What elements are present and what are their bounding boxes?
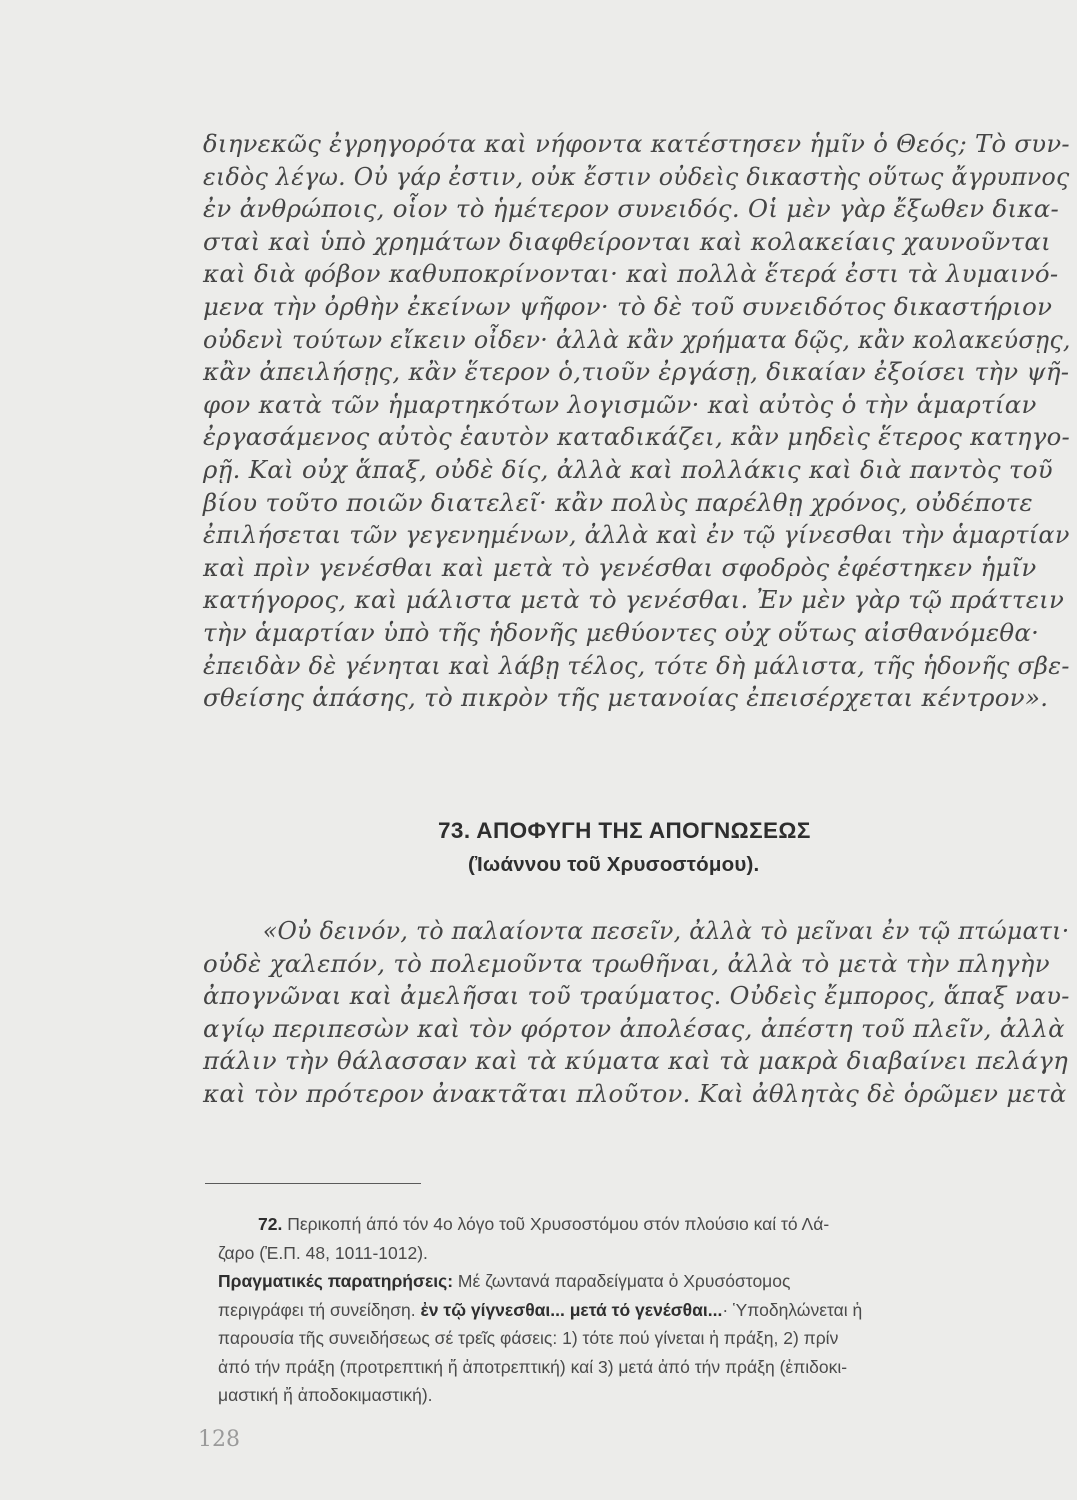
text-line: ρῇ. Καὶ οὐχ ἅπαξ, οὐδὲ δίς, ἀλλὰ καὶ πολλάκις καὶ διὰ παντὸς τοῦ xyxy=(203,454,1053,484)
observations-text: παρουσία τῆς συνειδήσεως σέ τρεῖς φάσεις: 1) τότε πού γίνεται ἡ πράξη, 2) πρίν xyxy=(218,1328,839,1348)
observations-text: μαστική ἤ ἀποδοκιμαστική). xyxy=(218,1385,433,1405)
text-line: ἀπογνῶναι καὶ ἀμελῆσαι τοῦ τραύματος. Οὐδεὶς ἔμπορος, ἅπαξ ναυ- xyxy=(203,981,1070,1011)
text-line: βίου τοῦτο ποιῶν διατελεῖ· κἂν πολὺς παρέλθῃ χρόνος, οὐδέποτε xyxy=(203,487,1033,517)
text-line: ἐν ἀνθρώποις, οἷον τὸ ἡμέτερον συνειδός. Οἱ μὲν γὰρ ἔξωθεν δικα- xyxy=(203,194,1060,224)
text-line: κατήγορος, καὶ μάλιστα μετὰ τὸ γενέσθαι. Ἐν μὲν γὰρ τῷ πράττειν xyxy=(203,585,1065,615)
text-line: ειδὸς λέγω. Οὐ γάρ ἐστιν, οὐκ ἔστιν οὐδεὶς δικαστὴς οὕτως ἄγρυπνος xyxy=(203,161,1070,191)
passage-new-section xyxy=(203,915,1073,1111)
observations-text: · Ὑποδηλώνεται ἡ xyxy=(722,1299,863,1320)
footnotes xyxy=(218,1210,1068,1410)
observations-quote: ἐν τῷ γίγνεσθαι... μετά τό γενέσθαι... xyxy=(420,1299,723,1320)
text-line: σθείσης ἁπάσης, τὸ πικρὸν τῆς μετανοίας ἐπεισέρχεται κέντρον». xyxy=(203,683,1049,713)
footnote-text: Περικοπή άπό τόν 4ο λόγο τοῦ Χρυσοστόμου στόν πλούσιο καί τό Λά- xyxy=(287,1214,830,1234)
text-line: «Οὐ δεινόν, τὸ παλαίοντα πεσεῖν, ἀλλὰ τὸ μεῖναι ἐν τῷ πτώματι· xyxy=(262,916,1070,945)
passage-continuation xyxy=(203,128,1073,715)
text-line: διηνεκῶς ἐγρηγορότα καὶ νήφοντα κατέστησεν ἡμῖν ὁ Θεός; Τὸ συν- xyxy=(203,129,1070,158)
text-line: σταὶ καὶ ὑπὸ χρημάτων διαφθείρονται καὶ κολακείαις χαυνοῦνται xyxy=(203,226,1052,256)
observations-text: Μέ ζωντανά παραδείγματα ὁ Χρυσόστομος xyxy=(453,1271,791,1291)
text-line: τὴν ἁμαρτίαν ὑπὸ τῆς ἡδονῆς μεθύοντες οὐχ οὕτως αἰσθανόμεθα· xyxy=(203,617,1040,647)
text-line: αγίῳ περιπεσὼν καὶ τὸν φόρτον ἀπολέσας, ἀπέστη τοῦ πλεῖν, ἀλλὰ xyxy=(203,1013,1065,1043)
text-line: καὶ διὰ φόβον καθυποκρίνονται· καὶ πολλὰ ἕτερά ἐστι τὰ λυμαινό- xyxy=(203,259,1059,289)
text-line: οὐδὲ χαλεπόν, τὸ πολεμοῦντα τρωθῆναι, ἀλλὰ τὸ μετὰ τὴν πληγὴν xyxy=(203,948,1050,978)
text-line: φον κατὰ τῶν ἡμαρτηκότων λογισμῶν· καὶ αὐτὸς ὁ τὴν ἁμαρτίαν xyxy=(203,389,1037,419)
observations-label: Πραγματικές παρατηρήσεις: xyxy=(218,1271,454,1291)
text-line: ἐργασάμενος αὐτὸς ἑαυτὸν καταδικάζει, κἂν μηδεὶς ἕτερος κατηγο- xyxy=(203,422,1071,452)
text-line: καὶ πρὶν γενέσθαι καὶ μετὰ τὸ γενέσθαι σφοδρὸς ἐφέστηκεν ἡμῖν xyxy=(203,552,1037,582)
observations-line xyxy=(218,1296,1068,1325)
footnote-divider xyxy=(205,1183,421,1184)
text-line: μενα τὴν ὀρθὴν ἐκείνων ψῆφον· τὸ δὲ τοῦ συνειδότος δικαστήριον xyxy=(203,291,1053,321)
text-line: οὐδενὶ τούτων εἴκειν οἶδεν· ἀλλὰ κἂν χρήματα δῷς, κἂν κολακεύσῃς, xyxy=(203,324,1071,354)
text-line: πάλιν τὴν θάλασσαν καὶ τὰ κύματα καὶ τὰ μακρὰ διαβαίνει πελάγη xyxy=(203,1046,1069,1076)
text-line: κἂν ἀπειλήσῃς, κἂν ἕτερον ὁ,τιοῦν ἐργάσῃ, δικαίαν ἐξοίσει τὴν ψῆ- xyxy=(203,357,1070,387)
section-subtitle: (Ἰωάννου τοῦ Χρυσοστόμου). xyxy=(468,853,760,876)
observations-text: περιγράφει τή συνείδηση. xyxy=(218,1299,421,1320)
observations-line xyxy=(218,1267,1068,1296)
page-number: 128 xyxy=(198,1427,240,1452)
text-line: ἐπειδὰν δὲ γένηται καὶ λάβῃ τέλος, τότε δὴ μάλιστα, τῆς ἡδονῆς σβε- xyxy=(203,650,1070,680)
section-title: 73. ΑΠΟΦΥΓΗ ΤΗΣ ΑΠΟΓΝΩΣΕΩΣ xyxy=(438,818,811,843)
text-line: ἐπιλήσεται τῶν γεγενημένων, ἀλλὰ καὶ ἐν τῷ γίνεσθαι τὴν ἁμαρτίαν xyxy=(203,520,1070,550)
observations-text: ἀπό τήν πράξη (προτρεπτική ἤ ἀποτρεπτική) καί 3) μετά ἀπό τήν πράξη (ἐπιδοκι- xyxy=(218,1356,848,1377)
text-line: καὶ τὸν πρότερον ἀνακτᾶται πλοῦτον. Καὶ ἀθλητὰς δὲ ὁρῶμεν μετὰ xyxy=(203,1078,1067,1108)
footnote-text: ζαρο (Ἐ.Π. 48, 1011-1012). xyxy=(218,1242,428,1263)
footnote-number: 72. xyxy=(258,1214,283,1234)
footnote-72 xyxy=(218,1210,1068,1239)
